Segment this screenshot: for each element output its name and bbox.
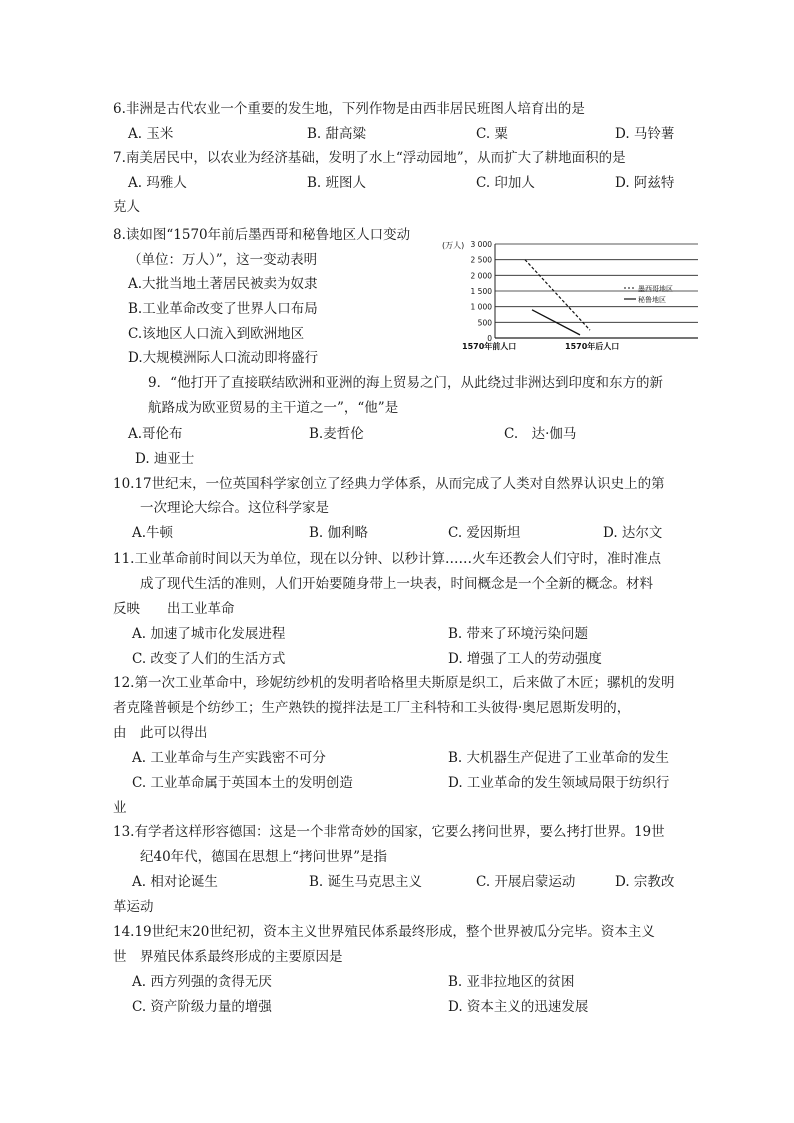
chart-y-tick: 3 000	[470, 240, 492, 249]
q14-option-a: A. 西方列强的贪得无厌	[132, 974, 272, 990]
legend-label-mexico: 墨西哥地区	[638, 285, 673, 293]
q8-stem-line1: 8.读如图“1570年前后墨西哥和秘鲁地区人口变动	[113, 227, 411, 243]
chart-y-label: (万人)	[442, 241, 465, 250]
q9-stem-line1: 9．“他打开了直接联结欧洲和亚洲的海上贸易之门，从此绕过非洲达到印度和东方的新	[148, 375, 663, 391]
q12-stem-line1: 12.第一次工业革命中，珍妮纺纱机的发明者哈格里夫斯原是织工，后来做了木匠；骡机的发明	[113, 675, 675, 691]
chart-series-line-0	[525, 260, 590, 331]
q8-option-b: B.工业革命改变了世界人口布局	[128, 301, 318, 317]
q11-stem-line2: 成了现代生活的准则，人们开始要随身带上一块表，时间概念是一个全新的概念。材料	[140, 576, 653, 592]
q10-option-a: A.牛顿	[132, 525, 174, 541]
chart-x-tick-0: 1570年前人口	[462, 342, 517, 351]
q12-option-c: C. 工业革命属于英国本土的发明创造	[132, 775, 353, 791]
q11-stem-line3: 反映 出工业革命	[113, 601, 235, 617]
q13-stem-line2: 纪40年代，德国在思想上“拷问世界”是指	[140, 849, 387, 865]
q14-option-c: C. 资产阶级力量的增强	[132, 999, 272, 1015]
chart-y-ticks	[471, 240, 493, 343]
q9-option-b: B.麦哲伦	[309, 426, 364, 442]
q8-option-a: A.大批当地土著居民被卖为奴隶	[128, 276, 318, 292]
q14-stem-line1: 14.19世纪末20世纪初，资本主义世界殖民体系最终形成，整个世界被瓜分完毕。资本主义	[113, 924, 655, 940]
q12-stem-line3: 由 此可以得出	[113, 725, 208, 741]
q10-stem-line2: 一次理论大综合。这位科学家是	[140, 500, 329, 516]
q13-stem-line1: 13.有学者这样形容德国：这是一个非常奇妙的国家，它要么拷问世界，要么拷打世界。19世	[113, 824, 665, 840]
q7-option-d: D. 阿兹特	[615, 175, 675, 191]
q9-option-a: A.哥伦布	[128, 426, 183, 442]
chart-y-tick: 2 000	[470, 271, 492, 281]
chart-y-tick: 500	[477, 318, 492, 328]
q6-option-b: B. 甜高粱	[307, 126, 367, 142]
q9-stem-line2: 航路成为欧亚贸易的主干道之一”，“他”是	[148, 400, 399, 416]
q7-option-c: C. 印加人	[476, 175, 535, 191]
q10-option-d: D. 达尔文	[603, 525, 663, 541]
q14-option-d: D. 资本主义的迅速发展	[448, 999, 589, 1015]
q6-option-d: D. 马铃薯	[615, 126, 675, 142]
q11-stem-line1: 11.工业革命前时间以天为单位，现在以分钟、以秒计算……火车还教会人们守时，准时准点	[113, 551, 661, 567]
q13-option-c: C. 开展启蒙运动	[476, 874, 576, 890]
q8-stem-line2: （单位：万人）”，这一变动表明	[128, 252, 318, 268]
q6-option-a: A. 玉米	[128, 126, 174, 142]
chart-series	[525, 260, 590, 335]
q12-option-b: B. 大机器生产促进了工业革命的发生	[448, 750, 670, 766]
q7-continuation: 克人	[113, 199, 140, 215]
q11-option-b: B. 带来了环境污染问题	[448, 626, 589, 642]
q12-stem-line2: 者克隆普顿是个纺纱工；生产熟铁的搅拌法是工厂主科特和工头彼得·奥尼恩斯发明的，	[113, 700, 631, 716]
q10-stem-line1: 10.17世纪末，一位英国科学家创立了经典力学体系，从而完成了人类对自然界认识史上的第	[113, 476, 665, 492]
q12-option-d: D. 工业革命的发生领域局限于纺织行	[448, 775, 670, 791]
q12-continuation: 业	[113, 800, 127, 816]
chart-x-tick-1: 1570年后人口	[565, 342, 620, 351]
q11-option-d: D. 增强了工人的劳动强度	[448, 651, 602, 667]
chart-legend	[624, 284, 673, 304]
q11-option-a: A. 加速了城市化发展进程	[132, 626, 286, 642]
chart-y-tick: 1 000	[470, 302, 492, 312]
q7-option-a: A. 玛雅人	[128, 175, 187, 191]
chart-y-tick: 0	[487, 334, 492, 343]
q8-option-d: D.大规模洲际人口流动即将盛行	[128, 350, 319, 366]
q9-option-c: C. 达·伽马	[504, 426, 577, 442]
q9-option-d: D. 迪亚士	[135, 451, 195, 467]
q10-option-b: B. 伽利略	[309, 525, 369, 541]
q8-option-c: C.该地区人口流入到欧洲地区	[128, 326, 305, 342]
chart-y-tick: 1 500	[470, 287, 492, 296]
q12-option-a: A. 工业革命与生产实践密不可分	[132, 750, 326, 766]
q7-stem: 7.南美居民中，以农业为经济基础，发明了水上“浮动园地”，从而扩大了耕地面积的是	[113, 150, 626, 166]
q14-option-b: B. 亚非拉地区的贫困	[448, 974, 575, 990]
q13-option-d: D. 宗教改	[615, 874, 675, 890]
q6-option-c: C. 粟	[476, 126, 508, 142]
legend-label-peru: 秘鲁地区	[638, 296, 666, 304]
q10-option-c: C. 爱因斯坦	[448, 525, 521, 541]
q11-option-c: C. 改变了人们的生活方式	[132, 651, 286, 667]
population-chart	[440, 226, 700, 356]
chart-y-tick: 2 500	[470, 255, 492, 265]
q13-option-a: A. 相对论诞生	[132, 874, 218, 890]
q7-option-b: B. 班图人	[307, 175, 367, 191]
q13-option-b: B. 诞生马克思主义	[309, 874, 423, 890]
q6-stem: 6.非洲是古代农业一个重要的发生地，下列作物是由西非居民班图人培育出的是	[113, 101, 585, 117]
q13-continuation: 革运动	[113, 899, 154, 915]
q14-stem-line2: 世 界殖民体系最终形成的主要原因是	[113, 949, 343, 965]
